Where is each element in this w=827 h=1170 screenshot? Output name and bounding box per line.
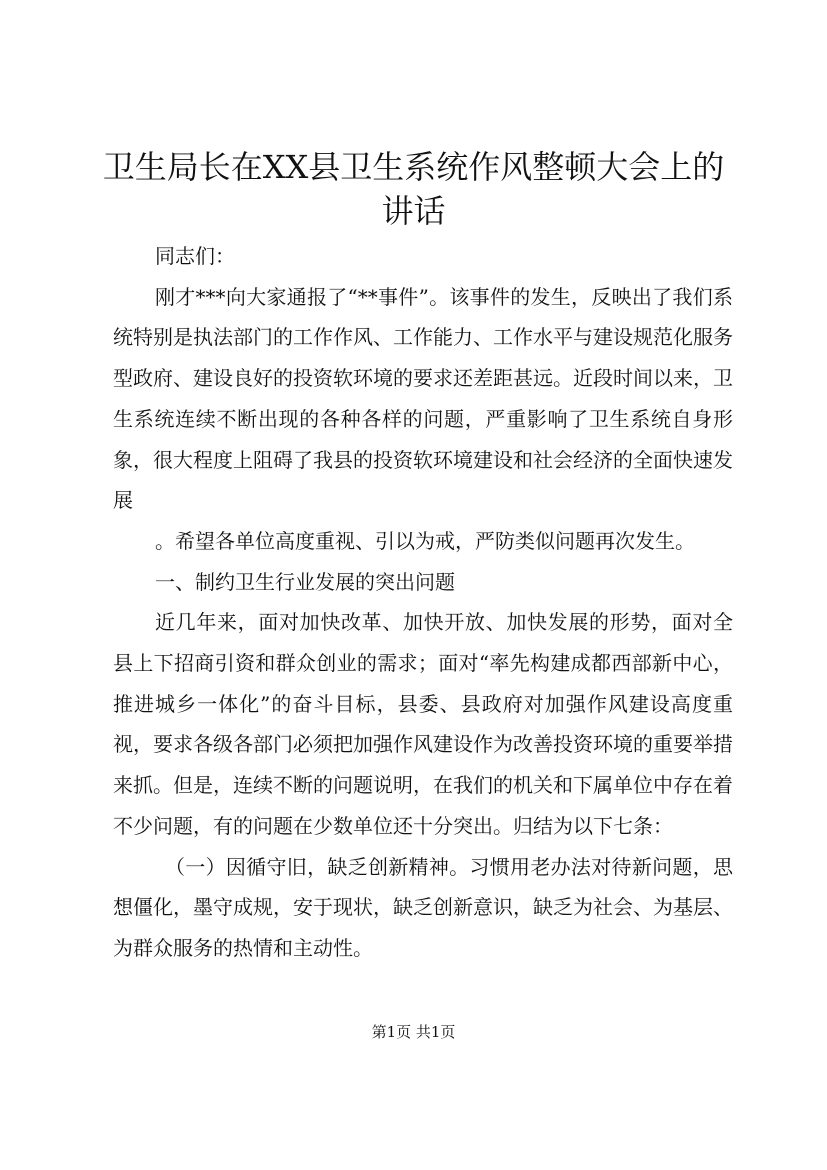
paragraph-hope: 。希望各单位高度重视、引以为戒，严防类似问题再次发生。 [155, 528, 695, 553]
title-line-1: 卫生局长在XX县卫生系统作风整顿大会上的 [102, 148, 725, 186]
section-heading: 一、制约卫生行业发展的突出问题 [155, 569, 455, 594]
paragraph-item-1: （一）因循守旧，缺乏创新精神。习惯用老办法对待新问题，思想僵化，墨守成规，安于现状，缺乏创新意识，缺乏为社会、为基层、为群众服务的热情和主动性。 [113, 854, 733, 960]
salutation: 同志们： [155, 244, 235, 268]
paragraph-intro: 刚才***向大家通报了“**事件”。该事件的发生，反映出了我们系统特别是执法部门的工作作风、工作能力、工作水平与建设规范化服务型政府、建设良好的投资软环境的要求还差距甚远。近段时间以来，卫生系统连续不断出现的各种各样的问题，严重影响了卫生系统自身形象，很大程度上阻碍了我县的投资软环境建设和社会经济的全面快速发展 [113, 284, 733, 513]
paragraph-context: 近几年来，面对加快改革、加快开放、加快发展的形势，面对全县上下招商引资和群众创业的需求；面对“率先构建成都西部新中心，推进城乡一体化”的奋斗目标，县委、县政府对加强作风建设高度重视，要求各级各部门必须把加强作风建设作为改善投资环境的重要举措来抓。但是，连续不断的问题说明，在我们的机关和下属单位中存在着不少问题，有的问题在少数单位还十分突出。归结为以下七条： [113, 610, 733, 838]
document-title [60, 145, 767, 233]
page-footer: 第1页 共1页 [371, 1023, 456, 1041]
title-line-2: 讲话 [381, 192, 446, 230]
document-body [113, 236, 733, 969]
